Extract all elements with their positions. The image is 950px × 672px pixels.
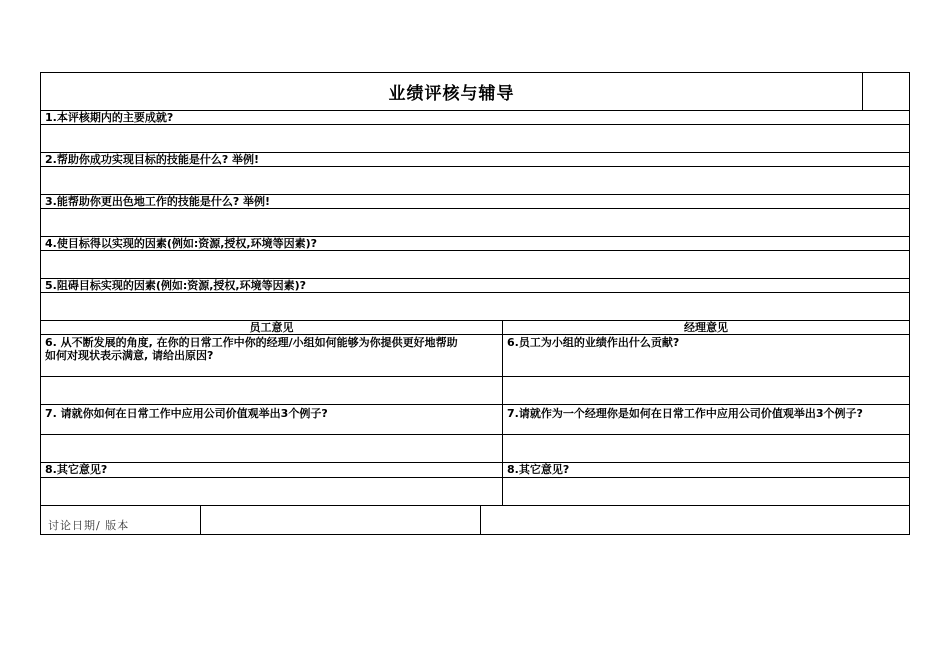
answer-2-field[interactable]: [41, 167, 909, 195]
answer-8-employee-field[interactable]: [41, 478, 503, 505]
corner-box: [863, 73, 909, 110]
question-1-row: [41, 111, 909, 125]
answer-6-row: [41, 377, 909, 405]
answer-1-field[interactable]: [41, 125, 909, 153]
question-1: 1.本评核期内的主要成就?: [45, 111, 174, 124]
question-6-employee-line2: 如何对现状表示满意, 请给出原因?: [45, 349, 214, 362]
question-4: 4.使目标得以实现的因素(例如:资源,授权,环境等因素)?: [45, 237, 318, 250]
question-8-row: [41, 463, 909, 478]
question-4-row: [41, 237, 909, 251]
answer-4-field[interactable]: [41, 251, 909, 279]
discussion-date-field[interactable]: [201, 506, 481, 534]
question-8-employee: 8.其它意见?: [41, 463, 503, 477]
manager-opinion-header: 经理意见: [684, 321, 728, 334]
answer-7-manager-field[interactable]: [503, 435, 909, 462]
question-7-manager: 7.请就作为一个经理你是如何在日常工作中应用公司价值观举出3个例子?: [507, 407, 863, 420]
question-6-manager: 6.员工为小组的业绩作出什么贡献?: [507, 336, 680, 349]
answer-7-employee-field[interactable]: [41, 435, 503, 462]
question-2-row: [41, 153, 909, 167]
discussion-date-label: 讨论日期/ 版本: [41, 506, 201, 534]
answer-8-row: [41, 478, 909, 506]
footer-row: [41, 506, 909, 534]
question-6-employee-line1: 6. 从不断发展的角度, 在你的日常工作中你的经理/小组如何能够为你提供更好地帮助: [45, 336, 458, 349]
answer-8-manager-field[interactable]: [503, 478, 909, 505]
answer-6-employee-field[interactable]: [41, 377, 503, 404]
title-row: [41, 73, 909, 111]
answer-6-manager-field[interactable]: [503, 377, 909, 404]
question-3-row: [41, 195, 909, 209]
employee-opinion-header: 员工意见: [41, 321, 503, 334]
question-7-employee: 7. 请就你如何在日常工作中应用公司价值观举出3个例子?: [41, 405, 503, 434]
question-5-row: [41, 279, 909, 293]
appraisal-form: [40, 72, 910, 535]
version-field[interactable]: [481, 506, 909, 534]
question-2: 2.帮助你成功实现目标的技能是什么? 举例!: [45, 153, 260, 166]
question-3: 3.能帮助你更出色地工作的技能是什么? 举例!: [45, 195, 271, 208]
answer-5-field[interactable]: [41, 293, 909, 321]
question-8-manager: 8.其它意见?: [507, 463, 570, 476]
answer-7-row: [41, 435, 909, 463]
form-title: 业绩评核与辅导: [41, 73, 863, 110]
question-7-row: [41, 405, 909, 435]
opinion-header-row: [41, 321, 909, 335]
question-6-row: [41, 335, 909, 377]
question-5: 5.阻碍目标实现的因素(例如:资源,授权,环境等因素)?: [45, 279, 307, 292]
answer-3-field[interactable]: [41, 209, 909, 237]
question-6-employee: [41, 335, 503, 376]
